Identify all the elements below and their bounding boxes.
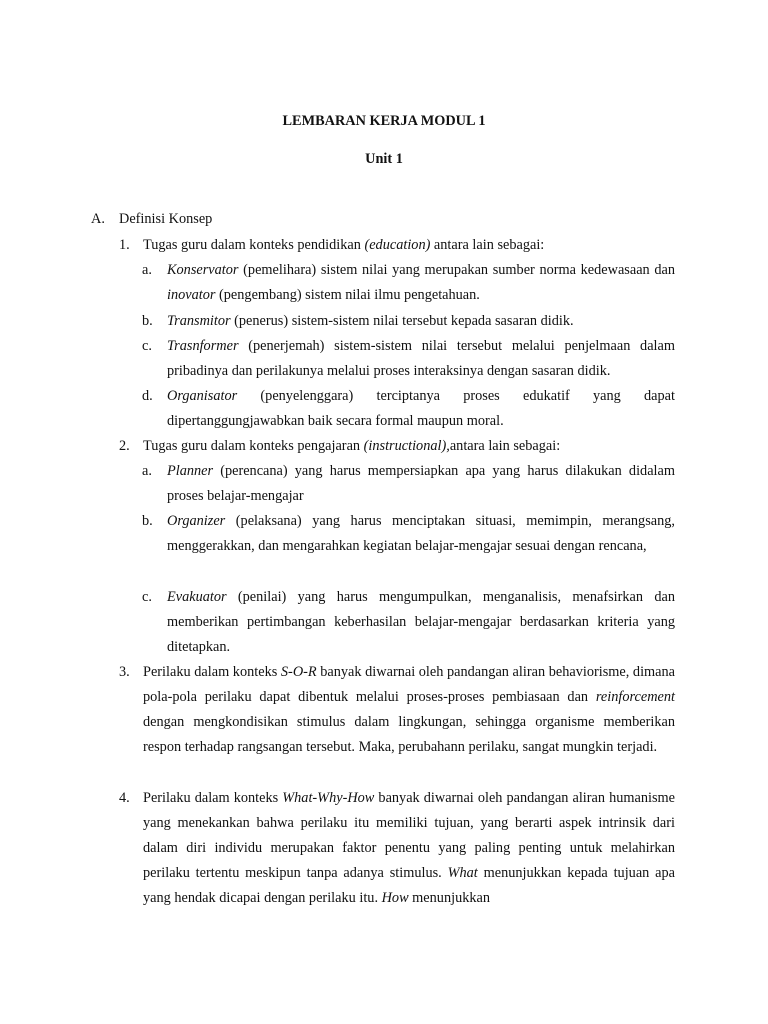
sub-item-1d: d. Organisator (penyelenggara) terciptanya proses edukatif yang dapat dipertanggungjawabkan baik secara formal maupun moral.	[142, 388, 675, 429]
item-number: 1.	[119, 237, 130, 253]
section-heading	[91, 210, 212, 228]
section-title: Definisi Konsep	[119, 211, 213, 227]
sub-item-1a: a. Konservator (pemelihara) sistem nilai yang merupakan sumber norma kedewasaan dan inovator (pengembang) sistem nilai ilmu pengetahuan.	[142, 262, 675, 303]
list-item-2: 2. Tugas guru dalam konteks pengajaran (instructional),antara lain sebagai:	[143, 434, 675, 459]
list-item-4: 4. Perilaku dalam konteks What-Why-How banyak diwarnai oleh pandangan aliran humanisme yang menekankan bahwa perilaku itu memiliki tujuan, yang berarti aspek intrinsik dari dalam diri individu merupakan faktor penentu yang paling penting untuk melahirkan perilaku tertentu meskipun tanpa adanya stimulus. What menunjukkan kepada tujuan apa yang hendak dicapai dengan perilaku itu. How menunjukkan	[143, 786, 675, 911]
list-item-1: 1. Tugas guru dalam konteks pendidikan (education) antara lain sebagai:	[143, 233, 675, 258]
item-number: 2.	[119, 438, 130, 454]
sub-item-2b: b. Organizer (pelaksana) yang harus menciptakan situasi, memimpin, merangsang, menggerakkan, dan mengarahkan kegiatan belajar-mengajar sesuai dengan rencana,	[142, 513, 675, 554]
item-number: 4.	[119, 790, 130, 806]
sub-item-2a: a. Planner (perencana) yang harus mempersiapkan apa yang harus dilakukan didalam proses belajar-mengajar	[142, 463, 675, 504]
unit-heading: Unit 1	[365, 151, 403, 167]
item-number: 3.	[119, 664, 130, 680]
document-title: LEMBARAN KERJA MODUL 1	[282, 113, 486, 129]
section-label: A.	[91, 211, 105, 227]
sub-item-1b: b. Transmitor (penerus) sistem-sistem nilai tersebut kepada sasaran didik.	[142, 313, 574, 329]
sub-item-1c: c. Trasnformer (penerjemah) sistem-sistem nilai tersebut melalui penjelmaan dalam pribadinya dan perilakunya melalui proses interaksinya dengan sasaran didik.	[142, 338, 675, 379]
list-item-3: 3. Perilaku dalam konteks S-O-R banyak diwarnai oleh pandangan aliran behaviorisme, dimana pola-pola perilaku dapat dibentuk melalui proses-proses pembiasaan dan reinforcement dengan mengkondisikan stimulus dalam lingkungan, sehingga organisme memberikan respon terhadap rangsangan tersebut. Maka, perubahann perilaku, sangat mungkin terjadi.	[143, 660, 675, 760]
sub-item-2c: c. Evakuator (penilai) yang harus mengumpulkan, menganalisis, menafsirkan dan memberikan pertimbangan keberhasilan belajar-mengajar berdasarkan kriteria yang ditetapkan.	[142, 589, 675, 655]
